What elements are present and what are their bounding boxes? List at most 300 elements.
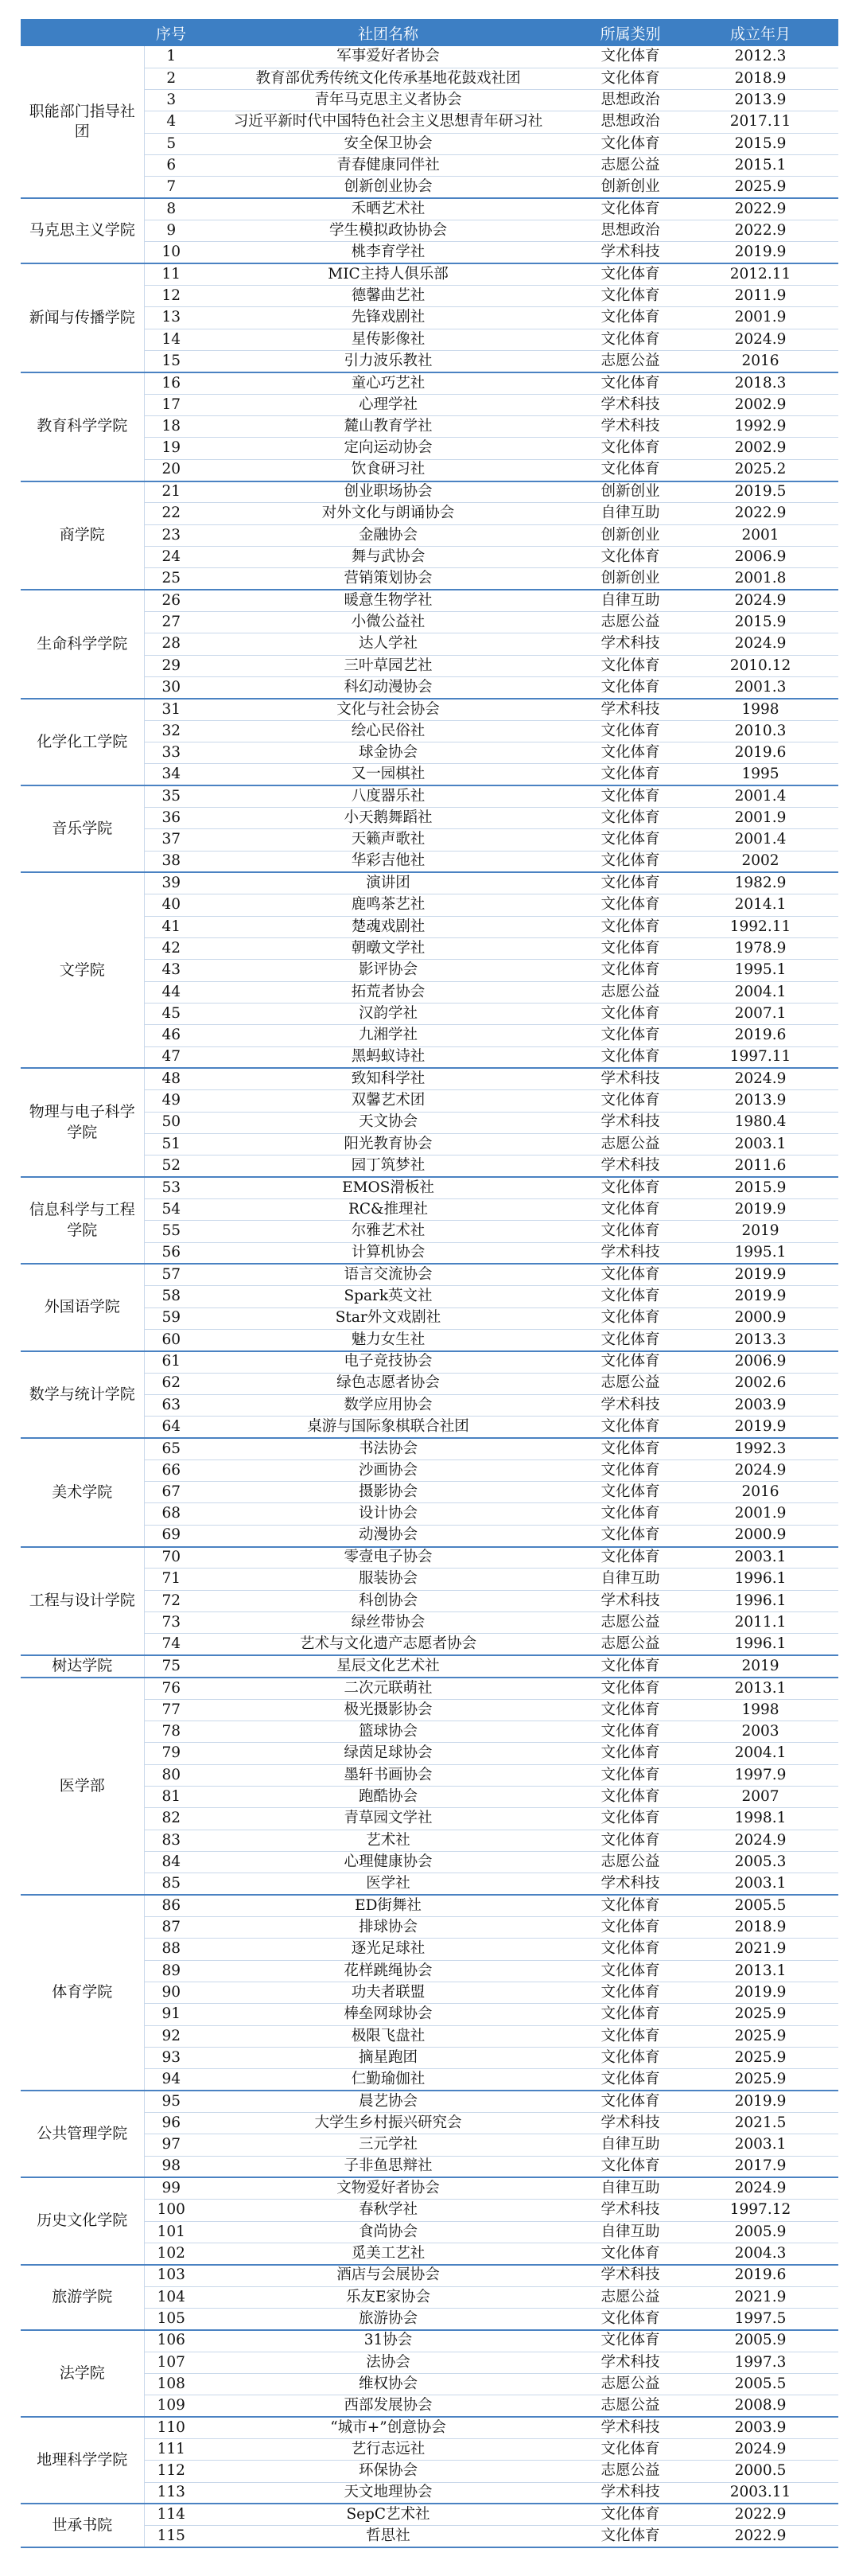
club-founded: 1997.12 (682, 2200, 838, 2221)
table-row (21, 111, 838, 133)
club-index: 56 (144, 1242, 198, 1264)
club-founded: 1998 (682, 699, 838, 720)
club-founded: 2024.9 (682, 1068, 838, 1089)
club-name: 摄影协会 (198, 1482, 578, 1503)
table-body (21, 46, 838, 2547)
club-name: 小天鹅舞蹈社 (198, 807, 578, 828)
club-name: 绿色志愿者协会 (198, 1373, 578, 1394)
club-founded: 1995.1 (682, 1242, 838, 1264)
club-name: 心理学社 (198, 394, 578, 415)
club-index: 66 (144, 1459, 198, 1481)
club-category: 学术科技 (578, 1112, 682, 1133)
club-category: 文化体育 (578, 372, 682, 394)
club-founded: 2001.3 (682, 677, 838, 699)
club-category: 文化体育 (578, 1960, 682, 1982)
club-name: 科幻动漫协会 (198, 677, 578, 699)
club-name: 八度器乐社 (198, 785, 578, 807)
club-category: 学术科技 (578, 1590, 682, 1611)
club-name: 教育部优秀传统文化传承基地花鼓戏社团 (198, 68, 578, 89)
club-index: 50 (144, 1112, 198, 1133)
table-row (21, 1264, 838, 1285)
club-founded: 2001.9 (682, 307, 838, 329)
club-index: 36 (144, 807, 198, 828)
club-index: 105 (144, 2308, 198, 2329)
college-name: 美术学院 (21, 1438, 144, 1547)
club-founded: 2015.9 (682, 133, 838, 154)
club-index: 100 (144, 2200, 198, 2221)
club-category: 文化体育 (578, 1046, 682, 1068)
header-college (21, 19, 144, 46)
club-founded: 1995.1 (682, 960, 838, 981)
table-row (21, 351, 838, 372)
college-name: 信息科学与工程学院 (21, 1177, 144, 1264)
table-row (21, 2308, 838, 2329)
table-row (21, 372, 838, 394)
club-name: 德馨曲艺社 (198, 286, 578, 307)
club-name: 酒店与会展协会 (198, 2265, 578, 2286)
club-category: 自律互助 (578, 1569, 682, 1590)
header-founded: 成立年月 (682, 19, 838, 46)
club-category: 创新创业 (578, 524, 682, 546)
club-founded: 1997.11 (682, 1046, 838, 1068)
table-row (21, 307, 838, 329)
club-index: 13 (144, 307, 198, 329)
club-index: 9 (144, 220, 198, 242)
table-row (21, 1112, 838, 1133)
club-category: 学术科技 (578, 2482, 682, 2504)
club-index: 43 (144, 960, 198, 981)
club-name: 乐友E家协会 (198, 2286, 578, 2308)
table-row (21, 1003, 838, 1024)
table-row (21, 1068, 838, 1089)
club-index: 89 (144, 1960, 198, 1982)
club-index: 19 (144, 438, 198, 459)
club-founded: 2002.6 (682, 1373, 838, 1394)
club-founded: 2024.9 (682, 1459, 838, 1481)
table-row (21, 1852, 838, 1873)
club-category: 文化体育 (578, 1264, 682, 1285)
college-name: 旅游学院 (21, 2265, 144, 2330)
club-category: 文化体育 (578, 1678, 682, 1699)
club-founded: 2019.5 (682, 481, 838, 503)
club-category: 文化体育 (578, 742, 682, 764)
club-founded: 2002 (682, 851, 838, 872)
club-category: 文化体育 (578, 785, 682, 807)
table-row (21, 2330, 838, 2352)
club-name: 设计协会 (198, 1503, 578, 1525)
club-index: 75 (144, 1655, 198, 1678)
club-founded: 2005.5 (682, 1895, 838, 1916)
club-category: 文化体育 (578, 937, 682, 959)
club-index: 34 (144, 764, 198, 785)
club-category: 文化体育 (578, 2025, 682, 2047)
table-row (21, 177, 838, 198)
club-founded: 2010.3 (682, 720, 838, 742)
table-row (21, 2069, 838, 2091)
club-index: 44 (144, 981, 198, 1003)
club-index: 31 (144, 699, 198, 720)
club-index: 20 (144, 459, 198, 481)
club-index: 94 (144, 2069, 198, 2091)
club-name: 桌游与国际象棋联合社团 (198, 1417, 578, 1438)
club-name: 魅力女生社 (198, 1329, 578, 1350)
table-row (21, 416, 838, 438)
club-name: 书法协会 (198, 1438, 578, 1459)
club-founded: 1998 (682, 1699, 838, 1721)
club-name: 小微公益社 (198, 612, 578, 633)
club-name: 青草园文学社 (198, 1808, 578, 1830)
club-index: 79 (144, 1743, 198, 1764)
club-name: 星辰文化艺术社 (198, 1655, 578, 1678)
club-name: 九湘学社 (198, 1025, 578, 1046)
club-name: 子非鱼思辩社 (198, 2156, 578, 2177)
club-name: 医学社 (198, 1873, 578, 1895)
table-row (21, 1351, 838, 1373)
club-category: 文化体育 (578, 1177, 682, 1198)
club-index: 71 (144, 1569, 198, 1590)
club-name: 天文协会 (198, 1112, 578, 1133)
club-category: 文化体育 (578, 1699, 682, 1721)
club-founded: 2024.9 (682, 633, 838, 655)
club-category: 文化体育 (578, 2504, 682, 2525)
table-row (21, 1917, 838, 1939)
club-founded: 2022.9 (682, 2526, 838, 2547)
club-name: 仁勤瑜伽社 (198, 2069, 578, 2091)
club-founded: 2003.1 (682, 1873, 838, 1895)
club-index: 23 (144, 524, 198, 546)
table-row (21, 829, 838, 851)
club-name: 棒垒网球协会 (198, 2004, 578, 2025)
club-category: 文化体育 (578, 1438, 682, 1459)
club-index: 73 (144, 1612, 198, 1634)
club-index: 87 (144, 1917, 198, 1939)
table-row (21, 1286, 838, 1307)
table-row (21, 1939, 838, 1960)
club-index: 111 (144, 2438, 198, 2460)
club-index: 21 (144, 481, 198, 503)
club-category: 文化体育 (578, 1351, 682, 1373)
club-category: 文化体育 (578, 2069, 682, 2091)
club-founded: 2019.9 (682, 1417, 838, 1438)
table-row (21, 329, 838, 350)
club-index: 26 (144, 590, 198, 611)
club-founded: 1997.3 (682, 2352, 838, 2373)
club-category: 学术科技 (578, 2417, 682, 2438)
college-name: 商学院 (21, 481, 144, 590)
club-founded: 2012.11 (682, 263, 838, 285)
table-row (21, 1525, 838, 1546)
header-index: 序号 (144, 19, 198, 46)
table-row (21, 1177, 838, 1198)
club-founded: 2010.12 (682, 655, 838, 676)
club-name: RC&推理社 (198, 1198, 578, 1220)
club-name: 艺术社 (198, 1830, 578, 1851)
club-category: 文化体育 (578, 1764, 682, 1786)
club-founded: 2001.9 (682, 807, 838, 828)
club-category: 志愿公益 (578, 155, 682, 177)
club-name: 摘星跑团 (198, 2048, 578, 2069)
club-index: 98 (144, 2156, 198, 2177)
club-name: 排球协会 (198, 1917, 578, 1939)
club-name: 篮球协会 (198, 1721, 578, 1743)
club-founded: 2025.9 (682, 177, 838, 198)
club-name: 哲思社 (198, 2526, 578, 2547)
table-row (21, 68, 838, 89)
club-category: 文化体育 (578, 2330, 682, 2352)
club-category: 志愿公益 (578, 1852, 682, 1873)
club-founded: 2018.9 (682, 1917, 838, 1939)
club-index: 91 (144, 2004, 198, 2025)
college-name: 地理科学学院 (21, 2417, 144, 2504)
club-index: 17 (144, 394, 198, 415)
club-name: 麓山教育学社 (198, 416, 578, 438)
club-index: 88 (144, 1939, 198, 1960)
club-name: “城市+”创意协会 (198, 2417, 578, 2438)
club-founded: 2022.9 (682, 198, 838, 220)
club-name: 心理健康协会 (198, 1852, 578, 1873)
college-name: 音乐学院 (21, 785, 144, 872)
club-founded: 2001.4 (682, 829, 838, 851)
club-founded: 2000.9 (682, 1525, 838, 1546)
club-name: 禾晒艺术社 (198, 198, 578, 220)
club-category: 文化体育 (578, 1917, 682, 1939)
club-name: 创业职场协会 (198, 481, 578, 503)
club-founded: 2011.1 (682, 1612, 838, 1634)
table-row (21, 2221, 838, 2243)
table-row (21, 394, 838, 415)
club-index: 103 (144, 2265, 198, 2286)
club-name: 沙画协会 (198, 1459, 578, 1481)
club-index: 11 (144, 263, 198, 285)
table-row (21, 894, 838, 916)
club-category: 学术科技 (578, 416, 682, 438)
clubs-table (21, 19, 838, 2548)
club-index: 14 (144, 329, 198, 350)
club-index: 58 (144, 1286, 198, 1307)
college-name: 医学部 (21, 1678, 144, 1895)
club-index: 78 (144, 1721, 198, 1743)
college-name: 生命科学学院 (21, 590, 144, 699)
club-index: 93 (144, 2048, 198, 2069)
table-row (21, 1830, 838, 1851)
club-category: 文化体育 (578, 438, 682, 459)
club-category: 学术科技 (578, 1394, 682, 1416)
table-row (21, 263, 838, 285)
club-category: 文化体育 (578, 1525, 682, 1546)
club-index: 80 (144, 1764, 198, 1786)
club-founded: 2007 (682, 1787, 838, 1808)
club-founded: 2003.9 (682, 1394, 838, 1416)
club-index: 52 (144, 1155, 198, 1177)
college-name: 世承书院 (21, 2504, 144, 2547)
club-founded: 1996.1 (682, 1569, 838, 1590)
table-row (21, 981, 838, 1003)
club-category: 志愿公益 (578, 1373, 682, 1394)
club-category: 文化体育 (578, 307, 682, 329)
club-index: 81 (144, 1787, 198, 1808)
club-category: 文化体育 (578, 1503, 682, 1525)
club-name: 文物爱好者协会 (198, 2177, 578, 2199)
club-name: 服装协会 (198, 1569, 578, 1590)
club-founded: 2019.9 (682, 242, 838, 263)
club-category: 创新创业 (578, 481, 682, 503)
club-category: 文化体育 (578, 2156, 682, 2177)
club-index: 97 (144, 2134, 198, 2156)
club-category: 文化体育 (578, 133, 682, 154)
club-index: 82 (144, 1808, 198, 1830)
club-founded: 2013.1 (682, 1960, 838, 1982)
club-founded: 2022.9 (682, 2504, 838, 2525)
table-row (21, 1634, 838, 1655)
club-index: 7 (144, 177, 198, 198)
club-founded: 2013.9 (682, 90, 838, 111)
club-founded: 2018.3 (682, 372, 838, 394)
table-row (21, 2438, 838, 2460)
club-name: 动漫协会 (198, 1525, 578, 1546)
club-name: 墨轩书画协会 (198, 1764, 578, 1786)
club-name: 维权协会 (198, 2373, 578, 2395)
club-founded: 2019.6 (682, 2265, 838, 2286)
club-name: 学生模拟政协协会 (198, 220, 578, 242)
club-index: 109 (144, 2395, 198, 2417)
club-name: 鹿鸣茶艺社 (198, 894, 578, 916)
table-header-row (21, 19, 838, 46)
club-category: 文化体育 (578, 677, 682, 699)
club-category: 文化体育 (578, 1482, 682, 1503)
club-founded: 2012.3 (682, 46, 838, 68)
club-category: 志愿公益 (578, 2286, 682, 2308)
club-name: 语言交流协会 (198, 1264, 578, 1285)
table-row (21, 155, 838, 177)
club-category: 文化体育 (578, 459, 682, 481)
table-row (21, 2526, 838, 2547)
club-founded: 2024.9 (682, 329, 838, 350)
club-category: 志愿公益 (578, 2461, 682, 2482)
club-name: 极限飞盘社 (198, 2025, 578, 2047)
table-row (21, 1221, 838, 1242)
club-category: 学术科技 (578, 242, 682, 263)
club-name: 致知科学社 (198, 1068, 578, 1089)
club-name: 阳光教育协会 (198, 1133, 578, 1155)
table-row (21, 699, 838, 720)
club-founded: 2000.5 (682, 2461, 838, 2482)
table-row (21, 916, 838, 937)
club-name: 艺行志远社 (198, 2438, 578, 2460)
club-index: 68 (144, 1503, 198, 1525)
table-row (21, 481, 838, 503)
club-index: 1 (144, 46, 198, 68)
club-founded: 2022.9 (682, 503, 838, 524)
club-category: 文化体育 (578, 1808, 682, 1830)
club-name: 电子竞技协会 (198, 1351, 578, 1373)
club-category: 志愿公益 (578, 1133, 682, 1155)
college-name: 体育学院 (21, 1895, 144, 2091)
club-founded: 2024.9 (682, 590, 838, 611)
table-row (21, 1678, 838, 1699)
club-index: 33 (144, 742, 198, 764)
club-index: 27 (144, 612, 198, 633)
club-founded: 2019 (682, 1655, 838, 1678)
club-category: 学术科技 (578, 699, 682, 720)
club-index: 107 (144, 2352, 198, 2373)
club-index: 3 (144, 90, 198, 111)
college-name: 马克思主义学院 (21, 198, 144, 263)
club-index: 99 (144, 2177, 198, 2199)
club-category: 志愿公益 (578, 1612, 682, 1634)
table-row (21, 2373, 838, 2395)
club-name: 功夫者联盟 (198, 1982, 578, 2004)
club-name: 童心巧艺社 (198, 372, 578, 394)
club-name: 金融协会 (198, 524, 578, 546)
club-founded: 2025.9 (682, 2025, 838, 2047)
header-category: 所属类别 (578, 19, 682, 46)
college-name: 历史文化学院 (21, 2177, 144, 2264)
club-founded: 1992.11 (682, 916, 838, 937)
club-founded: 2014.1 (682, 894, 838, 916)
club-category: 文化体育 (578, 2048, 682, 2069)
club-category: 学术科技 (578, 394, 682, 415)
club-founded: 2004.1 (682, 1743, 838, 1764)
table-row (21, 524, 838, 546)
club-index: 25 (144, 568, 198, 590)
club-name: 先锋戏剧社 (198, 307, 578, 329)
table-row (21, 590, 838, 611)
club-index: 45 (144, 1003, 198, 1024)
club-founded: 2013.1 (682, 1678, 838, 1699)
club-founded: 2001.8 (682, 568, 838, 590)
table-row (21, 1046, 838, 1068)
club-founded: 2019.9 (682, 1264, 838, 1285)
club-name: 环保协会 (198, 2461, 578, 2482)
club-category: 文化体育 (578, 1090, 682, 1112)
club-name: 天籁声歌社 (198, 829, 578, 851)
club-name: 楚魂戏剧社 (198, 916, 578, 937)
club-category: 文化体育 (578, 960, 682, 981)
club-founded: 2022.9 (682, 220, 838, 242)
club-category: 志愿公益 (578, 351, 682, 372)
club-category: 文化体育 (578, 1307, 682, 1329)
club-name: 桃李育学社 (198, 242, 578, 263)
club-index: 15 (144, 351, 198, 372)
club-index: 39 (144, 872, 198, 894)
club-category: 文化体育 (578, 1003, 682, 1024)
table-row (21, 2177, 838, 2199)
club-category: 文化体育 (578, 872, 682, 894)
table-row (21, 568, 838, 590)
table-row (21, 547, 838, 568)
club-founded: 1997.5 (682, 2308, 838, 2329)
club-category: 文化体育 (578, 916, 682, 937)
club-index: 90 (144, 1982, 198, 2004)
club-name: 科创协会 (198, 1590, 578, 1611)
table-row (21, 1569, 838, 1590)
table-row (21, 1242, 838, 1264)
club-index: 72 (144, 1590, 198, 1611)
club-category: 文化体育 (578, 1221, 682, 1242)
club-founded: 1978.9 (682, 937, 838, 959)
club-name: 营销策划协会 (198, 568, 578, 590)
table-row (21, 764, 838, 785)
club-founded: 2006.9 (682, 1351, 838, 1373)
club-category: 文化体育 (578, 2004, 682, 2025)
club-name: 引力波乐教社 (198, 351, 578, 372)
club-index: 67 (144, 1482, 198, 1503)
table-row (21, 1482, 838, 1503)
club-index: 69 (144, 1525, 198, 1546)
club-founded: 2008.9 (682, 2395, 838, 2417)
club-category: 文化体育 (578, 1198, 682, 1220)
table-row (21, 1590, 838, 1611)
